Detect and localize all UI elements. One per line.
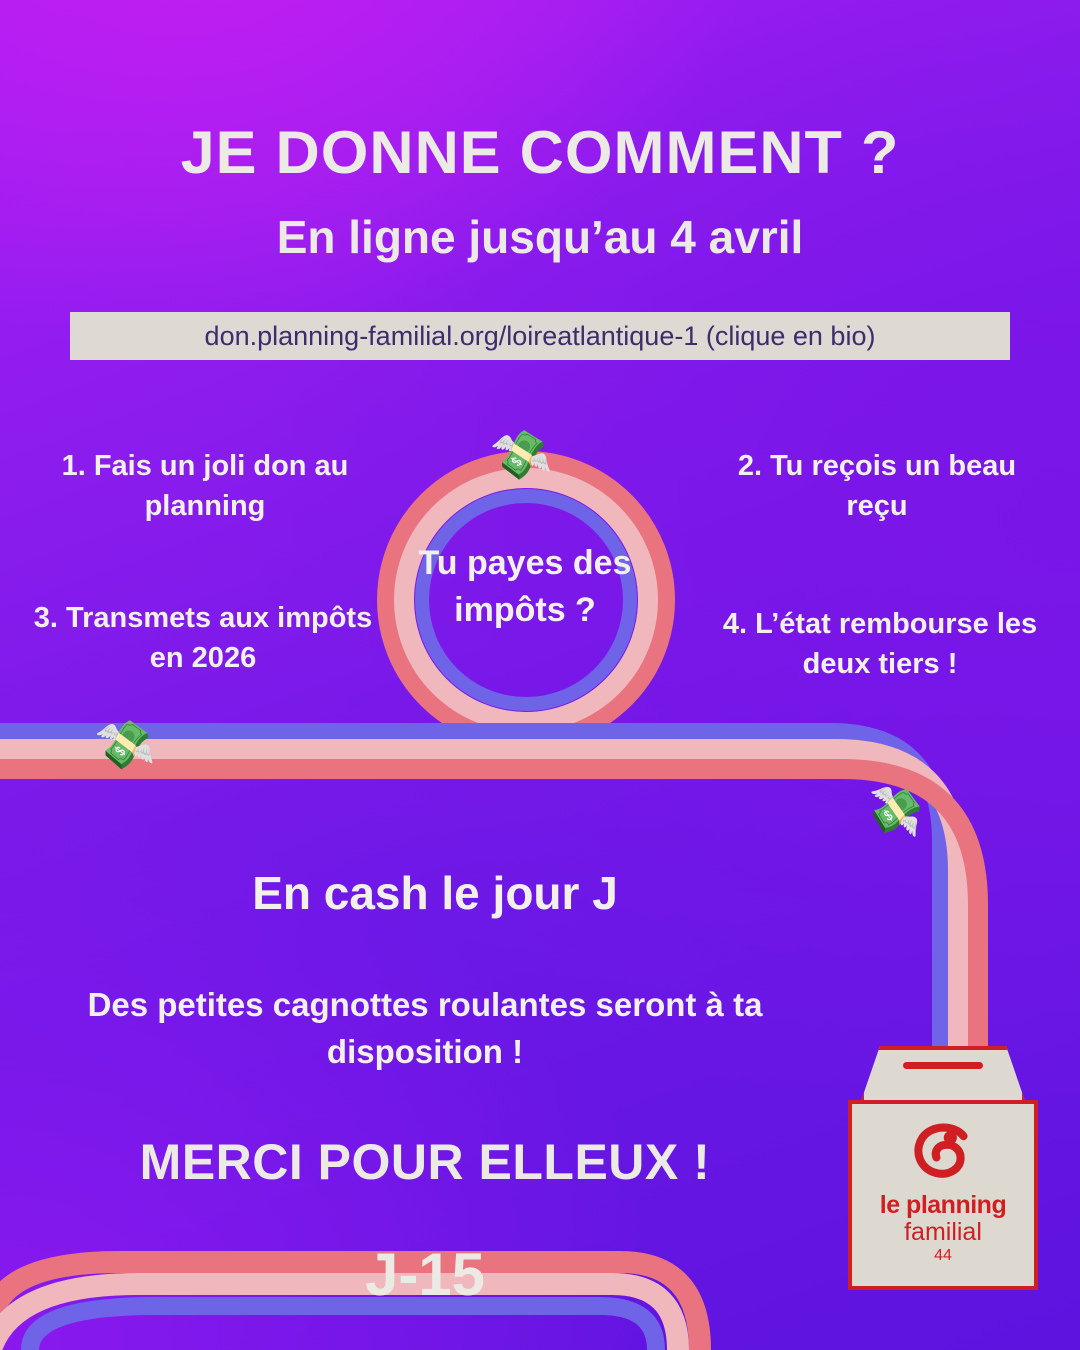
step-2: 2. Tu reçois un beau reçu xyxy=(737,450,1017,523)
planning-familial-swirl-icon xyxy=(906,1123,980,1189)
step-3: 3. Transmets aux impôts en 2026 xyxy=(33,602,373,675)
countdown-label: J-15 xyxy=(364,1241,486,1308)
cash-section-subtitle: Des petites cagnottes roulantes seront à ta disposition ! xyxy=(87,986,763,1070)
money-with-wings-icon: 💸 xyxy=(861,780,928,842)
page-title: JE DONNE COMMENT ? xyxy=(180,119,900,186)
logo-line-2: familial xyxy=(904,1218,982,1247)
donation-box-lid xyxy=(860,1046,1026,1104)
money-with-wings-icon: 💸 xyxy=(92,715,157,775)
horizontal-ribbon xyxy=(0,731,978,1100)
thanks-message: MERCI POUR ELLEUX ! xyxy=(139,1134,711,1190)
donation-box-slot xyxy=(903,1062,983,1069)
loop-question-label: Tu payes des impôts ? xyxy=(418,544,632,629)
donation-url-chip[interactable]: don.planning-familial.org/loireatlantique-1 (clique en bio) xyxy=(70,312,1010,360)
cash-section-title: En cash le jour J xyxy=(252,867,618,919)
logo-line-1: le planning xyxy=(879,1191,1007,1220)
step-4: 4. L’état rembourse les deux tiers ! xyxy=(722,608,1038,681)
money-with-wings-icon: 💸 xyxy=(487,423,555,487)
subtitle: En ligne jusqu’au 4 avril xyxy=(276,211,804,263)
logo-line-3: 44 xyxy=(934,1247,952,1265)
step-1: 1. Fais un joli don au planning xyxy=(61,450,349,523)
donation-box-body xyxy=(848,1100,1038,1290)
donation-box xyxy=(848,1046,1038,1290)
